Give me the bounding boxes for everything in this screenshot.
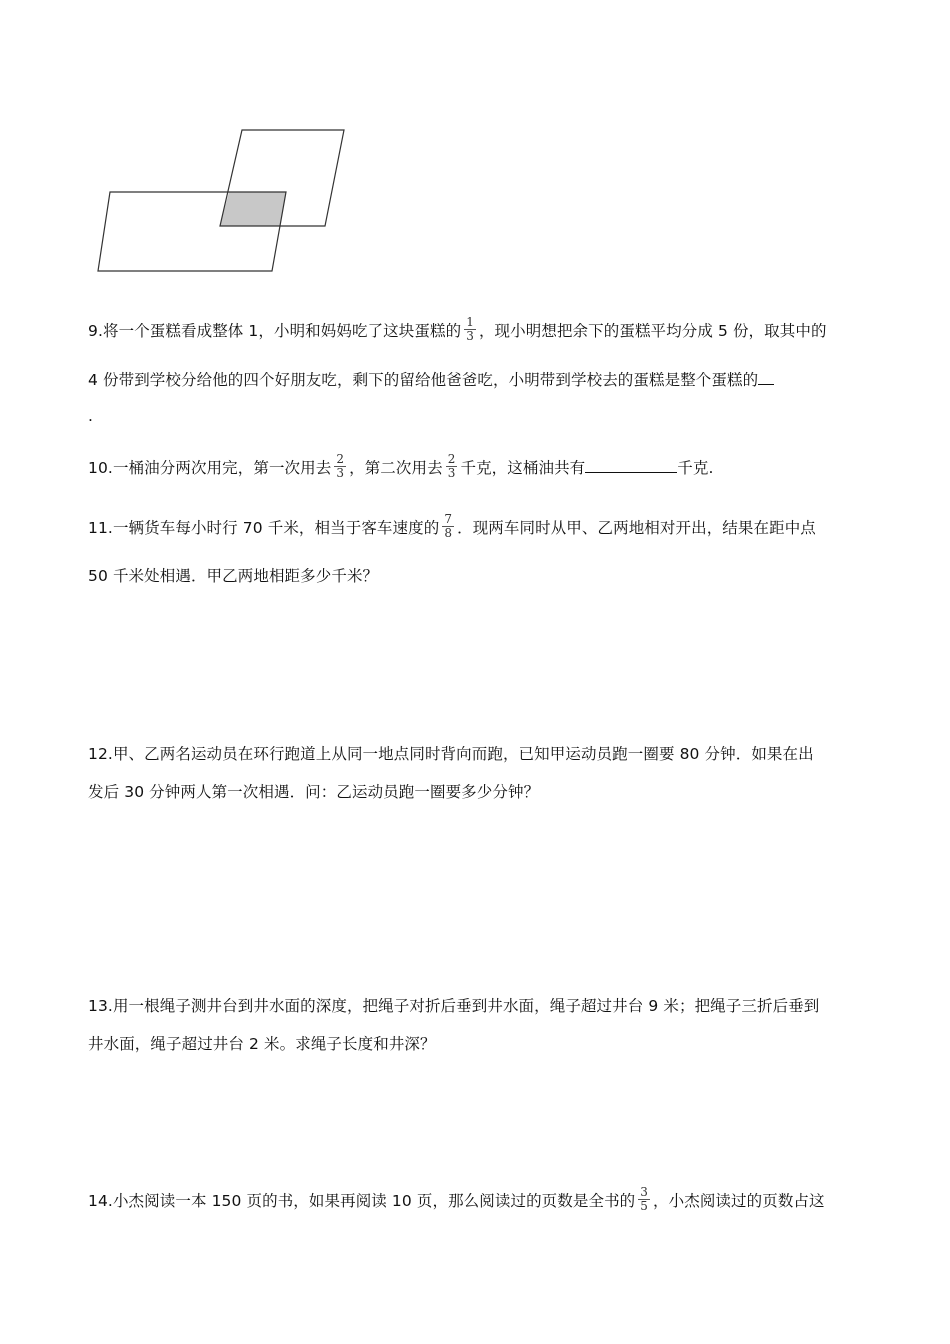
q11-text-2: ．现两车同时从甲、乙两地相对开出，结果在距中点	[457, 519, 816, 537]
q13-line-2	[88, 1034, 436, 1054]
q10-text-3: 千克，这桶油共有	[460, 459, 586, 477]
q12-text-1: 12.甲、乙两名运动员在环行跑道上从同一地点同时背向而跑，已知甲运动员跑一圈要 80 分钟．如果在出	[88, 745, 814, 763]
q11-fraction-numerator: 7	[444, 512, 453, 526]
q13-text-2: 井水面，绳子超过井台 2 米。求绳子长度和井深？	[88, 1035, 436, 1053]
q9-text-3: 4 份带到学校分给他的四个好朋友吃，剩下的留给他爸爸吃，小明带到学校去的蛋糕是整个蛋糕的	[88, 371, 759, 389]
q10-line-1	[88, 452, 714, 482]
q9-text-1: 9.将一个蛋糕看成整体 1，小明和妈妈吃了这块蛋糕的	[88, 322, 462, 340]
q10-fraction-1-denominator: 3	[336, 466, 345, 480]
q12-text-2: 发后 30 分钟两人第一次相遇．问：乙运动员跑一圈要多少分钟？	[88, 783, 540, 801]
shaded-overlap	[220, 192, 286, 226]
q10-fraction-1	[334, 453, 346, 480]
q14-fraction	[638, 1186, 650, 1213]
q12-line-2	[88, 782, 539, 802]
q10-fraction-1-numerator: 2	[336, 452, 345, 466]
q13-line-1	[88, 996, 819, 1016]
overlapping-parallelograms-figure	[90, 120, 360, 280]
q10-fraction-2	[446, 453, 458, 480]
q9-line-3	[88, 406, 93, 426]
q11-fraction-denominator: 8	[444, 526, 453, 540]
q10-text-1: 10.一桶油分两次用完，第一次用去	[88, 459, 332, 477]
q11-line-1	[88, 512, 816, 542]
q9-fraction-denominator: 3	[466, 329, 474, 343]
q10-fraction-2-denominator: 3	[447, 466, 456, 480]
q10-answer-blank[interactable]	[585, 458, 677, 473]
q12-line-1	[88, 744, 814, 764]
q9-text-2: ，现小明想把余下的蛋糕平均分成 5 份，取其中的	[478, 322, 827, 340]
q14-fraction-denominator: 5	[640, 1199, 649, 1213]
q11-fraction	[442, 513, 454, 540]
q14-fraction-numerator: 3	[640, 1185, 649, 1199]
q10-text-4: 千克.	[677, 459, 714, 477]
q14-text-1: 14.小杰阅读一本 150 页的书，如果再阅读 10 页，那么阅读过的页数是全书的	[88, 1192, 636, 1210]
q14-text-2: ，小杰阅读过的页数占这	[653, 1192, 825, 1210]
q11-text-1: 11.一辆货车每小时行 70 千米，相当于客车速度的	[88, 519, 440, 537]
q9-text-4: .	[88, 407, 94, 425]
q11-line-2	[88, 566, 378, 586]
q13-text-1: 13.用一根绳子测井台到井水面的深度，把绳子对折后垂到井水面，绳子超过井台 9 米；把绳子三折后垂到	[88, 997, 820, 1015]
q9-line-2	[88, 370, 774, 390]
q9-line-1	[88, 315, 827, 345]
q14-line-1	[88, 1185, 825, 1215]
q9-fraction-numerator: 1	[466, 315, 474, 329]
q10-text-2: ，第二次用去	[349, 459, 443, 477]
q9-fraction	[464, 316, 476, 343]
q9-answer-blank[interactable]	[758, 370, 774, 385]
q10-fraction-2-numerator: 2	[447, 452, 456, 466]
q11-text-3: 50 千米处相遇．甲乙两地相距多少千米？	[88, 567, 379, 585]
